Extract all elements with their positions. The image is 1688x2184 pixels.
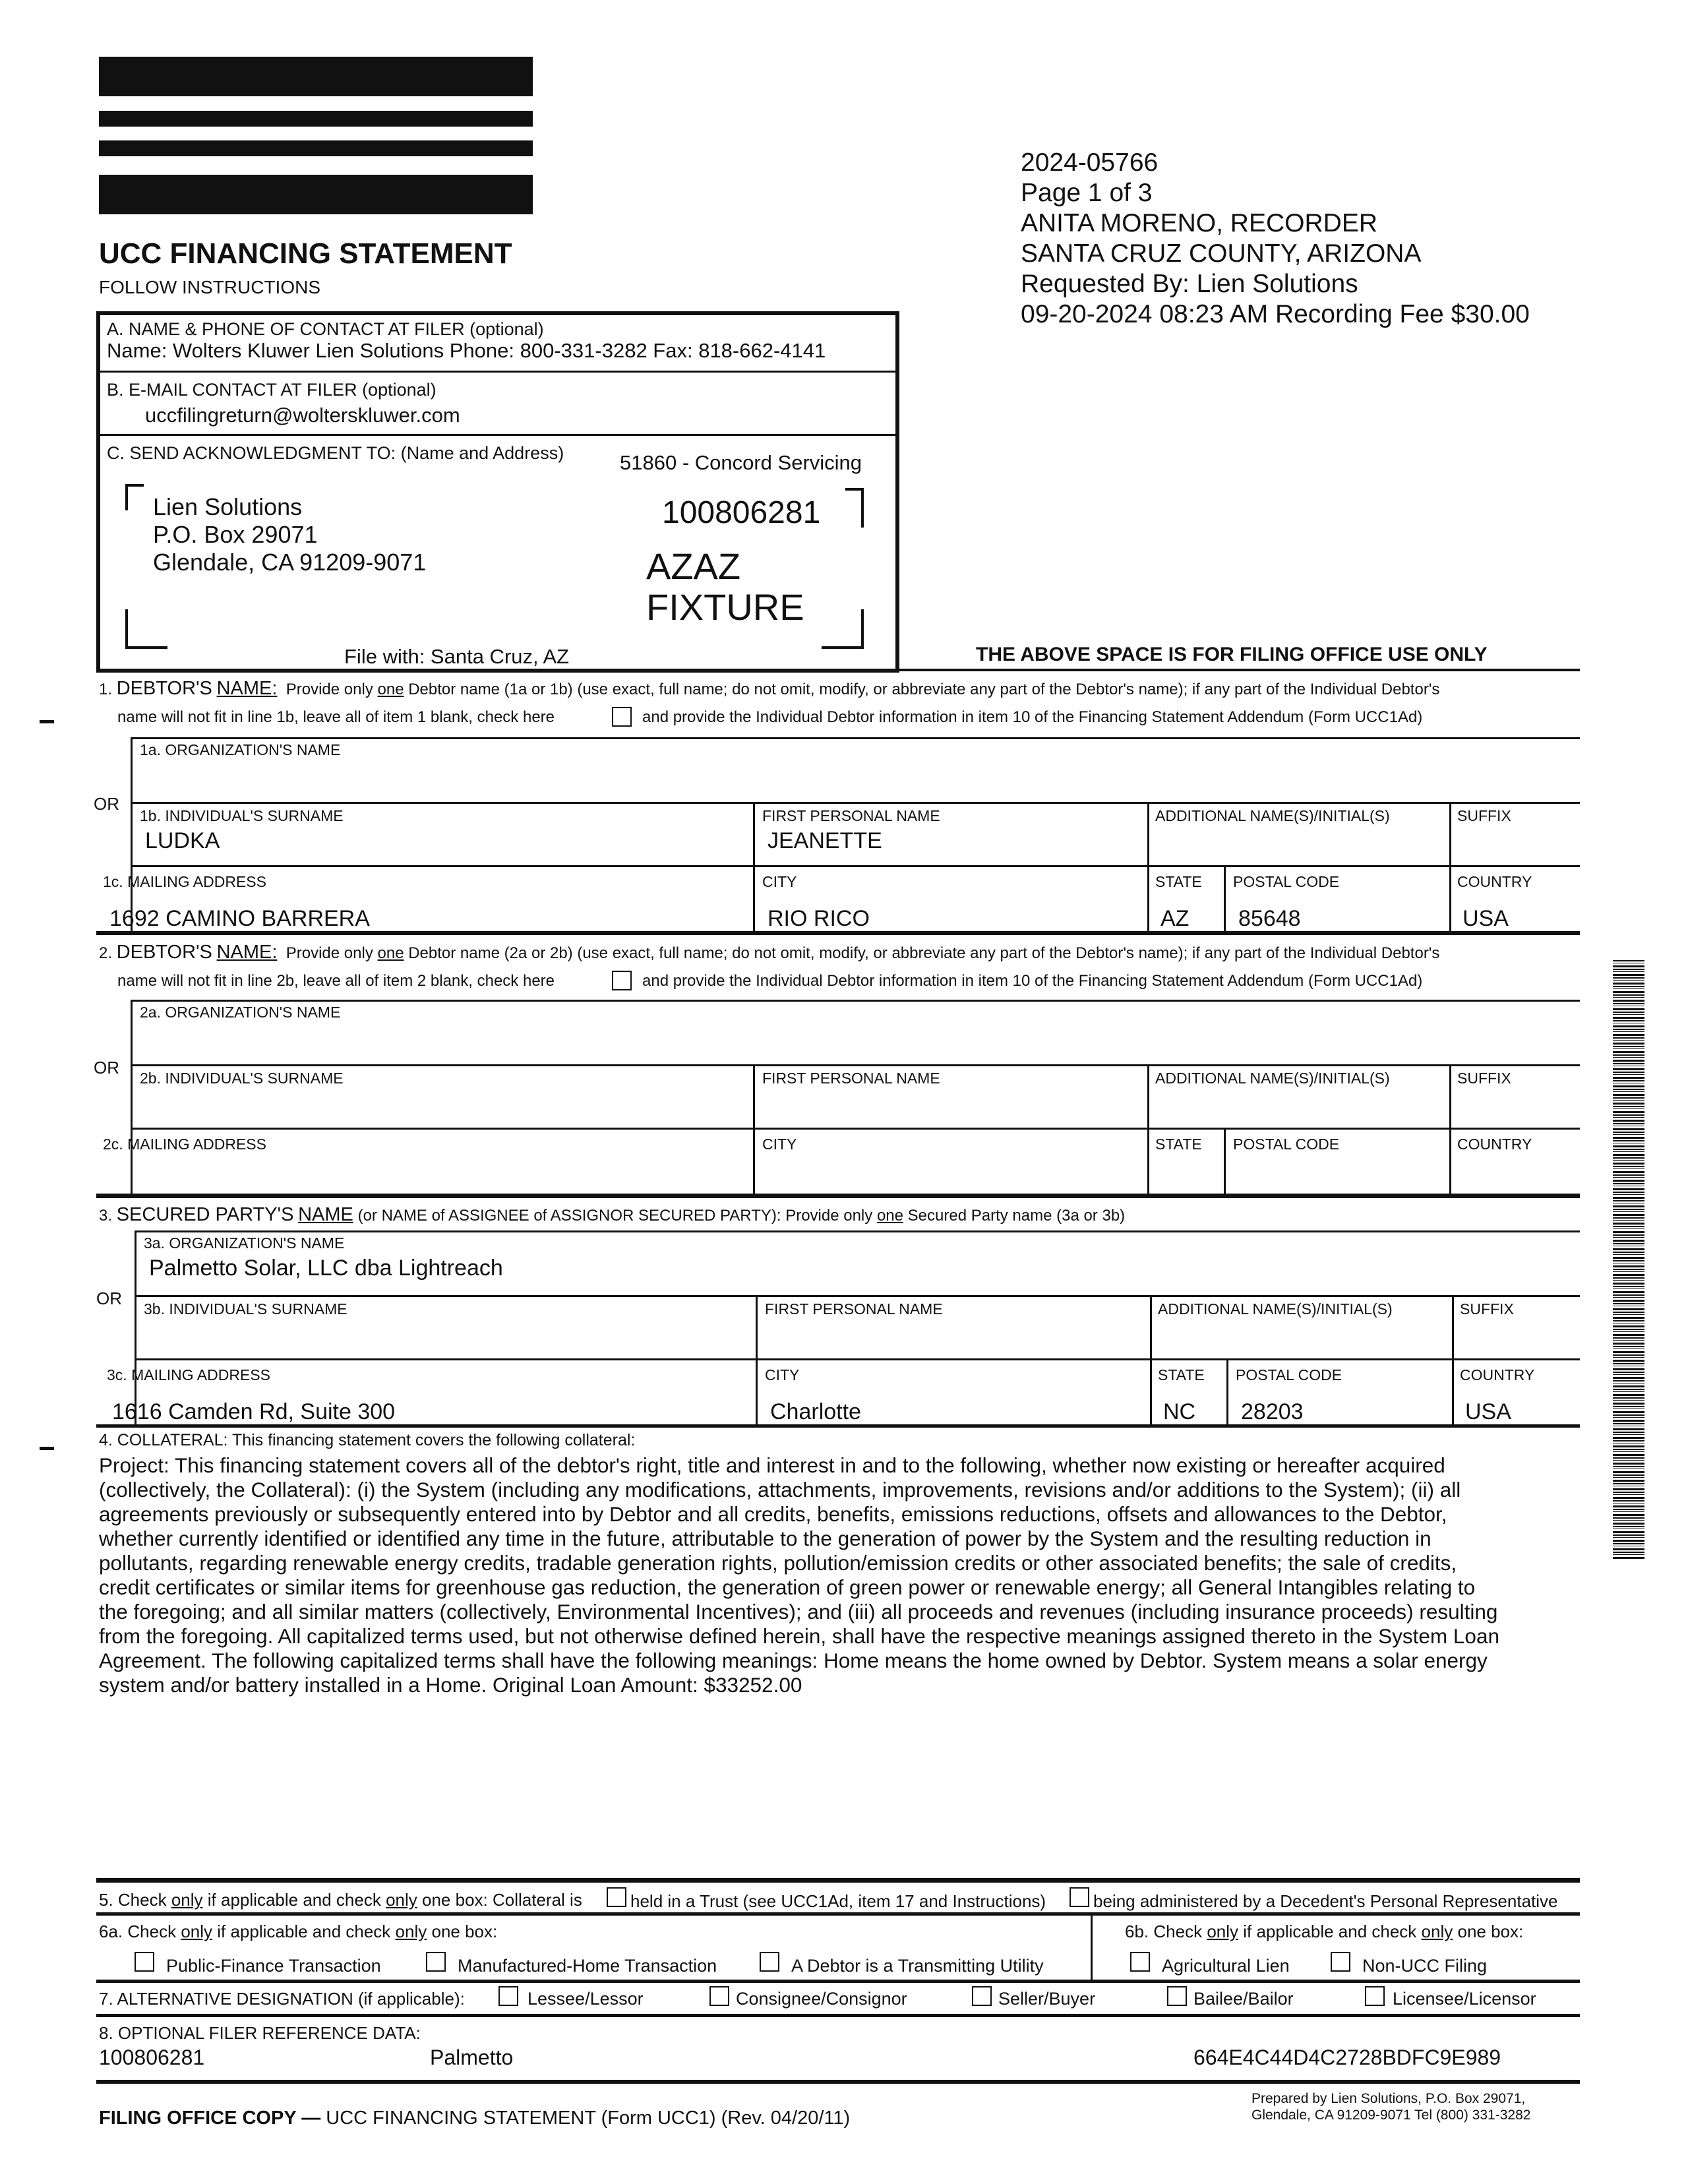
collateral-line: whether currently identified or identified any time in the future, attributable to the generation of power by the System and the resulting reduction in	[99, 1527, 1432, 1550]
debtor1-mailing-address-value: 1692 CAMINO BARRERA	[109, 906, 370, 931]
edge-tick	[40, 1447, 54, 1450]
collateral-line: (collectively, the Collateral): (i) the System (including any modifications, attachments, improvements, revisions and/or additions to the System); (ii) all	[99, 1478, 1461, 1502]
edge-tick	[40, 720, 54, 723]
bracket-corner	[845, 488, 864, 528]
debtor1-mailing-address-label: 1c. MAILING ADDRESS	[103, 873, 266, 890]
ack-address-line3: Glendale, CA 91209-9071	[153, 549, 427, 576]
alternative-designation-label: 7. ALTERNATIVE DESIGNATION (if applicable):	[99, 1989, 465, 2009]
requested-by: Requested By: Lien Solutions	[1021, 270, 1358, 298]
manufactured-home-checkbox[interactable]	[426, 1952, 446, 1972]
debtor1-city-value: RIO RICO	[768, 906, 870, 931]
secured-suffix-label: SUFFIX	[1460, 1300, 1514, 1318]
ack-reference-number: 100806281	[662, 495, 821, 530]
optional-reference-label: 8. OPTIONAL FILER REFERENCE DATA:	[99, 2023, 421, 2043]
ack-code-line2: FIXTURE	[646, 586, 804, 628]
collateral-line: the foregoing; and all similar matters (collectively, Environmental Incentives); and (iii) all proceeds and revenues (including insurance proceeds) resulting	[99, 1600, 1498, 1623]
debtor2-mailing-address-label: 2c. MAILING ADDRESS	[103, 1136, 266, 1153]
debtor1-state-value: AZ	[1160, 906, 1190, 931]
collateral-text	[99, 1453, 1499, 1697]
debtor2-country-label: COUNTRY	[1457, 1136, 1532, 1153]
secured-mailing-address-label: 3c. MAILING ADDRESS	[107, 1366, 270, 1383]
debtor2-city-label: CITY	[762, 1136, 797, 1153]
debtor1-first-name-label: FIRST PERSONAL NAME	[762, 807, 940, 824]
trust-label: held in a Trust (see UCC1Ad, item 17 and Instructions)	[630, 1891, 1046, 1911]
debtor1-heading: 1. DEBTOR'S NAME: Provide only one Debtor name (1a or 1b) (use exact, full name; do not omit, modify, or abbreviate any part of the Debtor's name); if any part of the Individual Debtor's	[99, 678, 1440, 699]
lessee-lessor-checkbox[interactable]	[498, 1986, 518, 2006]
bracket-corner	[125, 484, 144, 510]
bracket-corner	[125, 609, 167, 649]
bailee-bailor-checkbox[interactable]	[1167, 1986, 1187, 2006]
secured-org-value: Palmetto Solar, LLC dba Lightreach	[149, 1256, 503, 1281]
secured-country-value: USA	[1465, 1399, 1511, 1424]
public-finance-label: Public-Finance Transaction	[166, 1956, 381, 1976]
debtor2-suffix-label: SUFFIX	[1457, 1070, 1511, 1087]
bracket-corner	[822, 609, 864, 649]
footer-form-line	[99, 2108, 850, 2129]
debtor1-surname-value: LUDKA	[145, 828, 220, 853]
email-contact-label: B. E-MAIL CONTACT AT FILER (optional)	[107, 380, 437, 400]
collateral-line: Project: This financing statement covers all of the debtor's right, title and interest in and to the following, whether now existing or hereafter acquired	[99, 1453, 1445, 1477]
non-ucc-filing-label: Non-UCC Filing	[1362, 1956, 1488, 1976]
form-title: UCC FINANCING STATEMENT	[99, 237, 512, 270]
follow-instructions: FOLLOW INSTRUCTIONS	[99, 277, 321, 297]
debtor1-suffix-label: SUFFIX	[1457, 807, 1511, 824]
bailee-bailor-label: Bailee/Bailor	[1193, 1989, 1294, 2009]
secured-country-label: COUNTRY	[1460, 1366, 1535, 1383]
contact-name-label: A. NAME & PHONE OF CONTACT AT FILER (optional)	[107, 319, 544, 339]
secured-or: OR	[96, 1289, 122, 1308]
seller-buyer-checkbox[interactable]	[972, 1986, 992, 2006]
agricultural-lien-label: Agricultural Lien	[1162, 1956, 1290, 1976]
debtor2-instruction-line2-post: and provide the Individual Debtor information in item 10 of the Financing Statement Addendum (Form UCC1Ad)	[642, 972, 1423, 990]
debtor1-org-label: 1a. ORGANIZATION'S NAME	[140, 741, 341, 758]
recording-county: SANTA CRUZ COUNTY, ARIZONA	[1021, 239, 1422, 268]
consignee-consignor-checkbox[interactable]	[709, 1986, 729, 2006]
public-finance-checkbox[interactable]	[135, 1952, 154, 1972]
debtor1-surname-label: 1b. INDIVIDUAL'S SURNAME	[140, 807, 344, 824]
optional-reference-number: 100806281	[99, 2046, 205, 2069]
debtor1-additional-names-label: ADDITIONAL NAME(S)/INITIAL(S)	[1155, 807, 1390, 824]
non-ucc-filing-checkbox[interactable]	[1331, 1952, 1350, 1972]
lessee-lessor-label: Lessee/Lessor	[528, 1989, 644, 2009]
acknowledgment-label: C. SEND ACKNOWLEDGMENT TO: (Name and Address)	[107, 443, 564, 463]
debtor1-instruction-line2-post: and provide the Individual Debtor information in item 10 of the Financing Statement Addendum (Form UCC1Ad)	[642, 708, 1423, 726]
decedent-representative-label: being administered by a Decedent's Personal Representative	[1093, 1891, 1558, 1911]
debtor2-postal-code-label: POSTAL CODE	[1233, 1136, 1340, 1153]
recording-page: Page 1 of 3	[1021, 179, 1153, 207]
debtor1-city-label: CITY	[762, 873, 797, 890]
secured-first-name-label: FIRST PERSONAL NAME	[765, 1300, 943, 1318]
debtor1-individual-addendum-checkbox[interactable]	[612, 707, 632, 727]
filing-office-space-label: THE ABOVE SPACE IS FOR FILING OFFICE USE ONLY	[976, 644, 1488, 665]
manufactured-home-label: Manufactured-Home Transaction	[458, 1956, 717, 1976]
optional-reference-name: Palmetto	[430, 2046, 514, 2069]
debtor2-or: OR	[94, 1058, 119, 1077]
trust-checkbox[interactable]	[607, 1887, 626, 1907]
transmitting-utility-checkbox[interactable]	[760, 1952, 779, 1972]
collateral-line: Agreement. The following capitalized terms shall have the following meanings: Home means the home owned by Debtor. System means a solar energy	[99, 1649, 1488, 1672]
debtor2-instruction-line2: name will not fit in line 2b, leave all of item 2 blank, check here	[117, 972, 555, 990]
collateral-line: agreements previously or subsequently entered into by Debtor and all credits, benefits, emissions reductions, offsets and allowances to the Debtor,	[99, 1502, 1447, 1526]
secured-org-label: 3a. ORGANIZATION'S NAME	[144, 1234, 345, 1252]
debtor1-country-label: COUNTRY	[1457, 873, 1532, 890]
item6b-label: 6b. Check only if applicable and check only one box:	[1125, 1922, 1524, 1941]
secured-city-value: Charlotte	[770, 1399, 861, 1424]
secured-state-value: NC	[1163, 1399, 1196, 1424]
licensee-licensor-checkbox[interactable]	[1365, 1986, 1385, 2006]
collateral-label: 4. COLLATERAL: This financing statement covers the following collateral:	[99, 1431, 636, 1449]
debtor1-or: OR	[94, 794, 119, 814]
debtor1-country-value: USA	[1462, 906, 1509, 931]
servicing-code: 51860 - Concord Servicing	[620, 451, 862, 474]
secured-surname-label: 3b. INDIVIDUAL'S SURNAME	[144, 1300, 347, 1318]
prepared-by-line2: Glendale, CA 91209-9071 Tel (800) 331-3282	[1251, 2108, 1531, 2123]
item6a-label: 6a. Check only if applicable and check only one box:	[99, 1922, 498, 1941]
secured-mailing-address-value: 1616 Camden Rd, Suite 300	[112, 1399, 396, 1424]
email-contact-value: uccfilingreturn@wolterskluwer.com	[145, 404, 460, 427]
secured-postal-code-value: 28203	[1241, 1399, 1304, 1424]
barcode	[1613, 960, 1644, 1560]
contact-name-value: Name: Wolters Kluwer Lien Solutions Phone: 800-331-3282 Fax: 818-662-4141	[107, 339, 826, 362]
prepared-by	[1251, 2090, 1530, 2123]
recording-block	[1021, 148, 1530, 330]
debtor1-first-name-value: JEANETTE	[768, 828, 882, 853]
file-with: File with: Santa Cruz, AZ	[344, 645, 570, 668]
debtor2-heading: 2. DEBTOR'S NAME: Provide only one Debtor name (2a or 2b) (use exact, full name; do not omit, modify, or abbreviate any part of the Debtor's name); if any part of the Individual Debtor's	[99, 942, 1440, 963]
seller-buyer-label: Seller/Buyer	[998, 1989, 1096, 2009]
transmitting-utility-label: A Debtor is a Transmitting Utility	[791, 1956, 1044, 1976]
debtor1-postal-code-value: 85648	[1238, 906, 1301, 931]
footer-form-name: UCC FINANCING STATEMENT (Form UCC1) (Rev. 04/20/11)	[326, 2108, 851, 2129]
collateral-line: from the foregoing. All capitalized terms used, but not otherwise defined herein, shall have the respective meanings assigned thereto in the System Loan	[99, 1624, 1499, 1648]
secured-postal-code-label: POSTAL CODE	[1236, 1366, 1342, 1383]
debtor2-org-label: 2a. ORGANIZATION'S NAME	[140, 1004, 341, 1021]
debtor1-instruction-line2: name will not fit in line 1b, leave all of item 1 blank, check here	[117, 708, 555, 726]
ack-code-line1: AZAZ	[646, 545, 741, 587]
debtor2-surname-label: 2b. INDIVIDUAL'S SURNAME	[140, 1070, 344, 1087]
decedent-representative-checkbox[interactable]	[1070, 1887, 1089, 1907]
collateral-line: credit certificates or similar items for greenhouse gas reduction, the generation of green power or renewable energy; all General Intangibles relating to	[99, 1575, 1476, 1599]
optional-reference-code: 664E4C44D4C2728BDFC9E989	[1193, 2046, 1501, 2069]
collateral-line: pollutants, regarding renewable energy credits, tradable generation rights, pollution/emission credits or other associated benefits; the sale of credits,	[99, 1551, 1457, 1575]
ack-address-line2: P.O. Box 29071	[153, 521, 318, 548]
debtor2-first-name-label: FIRST PERSONAL NAME	[762, 1070, 940, 1087]
secured-party-heading: 3. SECURED PARTY'S NAME (or NAME of ASSIGNEE of ASSIGNOR SECURED PARTY): Provide only one Secured Party name (3a or 3b)	[99, 1204, 1126, 1225]
item5-label: 5. Check only if applicable and check only one box: Collateral is	[99, 1890, 582, 1910]
secured-state-label: STATE	[1158, 1366, 1205, 1383]
debtor2-individual-addendum-checkbox[interactable]	[612, 971, 632, 990]
agricultural-lien-checkbox[interactable]	[1130, 1952, 1150, 1972]
recorder-name: ANITA MORENO, RECORDER	[1021, 209, 1377, 237]
recording-datetime-fee: 09-20-2024 08:23 AM Recording Fee $30.00	[1021, 300, 1530, 328]
secured-additional-names-label: ADDITIONAL NAME(S)/INITIAL(S)	[1158, 1300, 1393, 1318]
filing-office-copy: FILING OFFICE COPY —	[99, 2108, 321, 2129]
secured-city-label: CITY	[765, 1366, 800, 1383]
debtor1-state-label: STATE	[1155, 873, 1202, 890]
debtor1-postal-code-label: POSTAL CODE	[1233, 873, 1340, 890]
debtor2-state-label: STATE	[1155, 1136, 1202, 1153]
consignee-consignor-label: Consignee/Consignor	[736, 1989, 907, 2009]
prepared-by-line1: Prepared by Lien Solutions, P.O. Box 29071,	[1251, 2091, 1526, 2106]
ack-address-line1: Lien Solutions	[153, 493, 303, 520]
debtor2-additional-names-label: ADDITIONAL NAME(S)/INITIAL(S)	[1155, 1070, 1390, 1087]
collateral-line: system and/or battery installed in a Home. Original Loan Amount: $33252.00	[99, 1673, 802, 1697]
licensee-licensor-label: Licensee/Licensor	[1393, 1989, 1536, 2009]
recording-number: 2024-05766	[1021, 148, 1159, 177]
